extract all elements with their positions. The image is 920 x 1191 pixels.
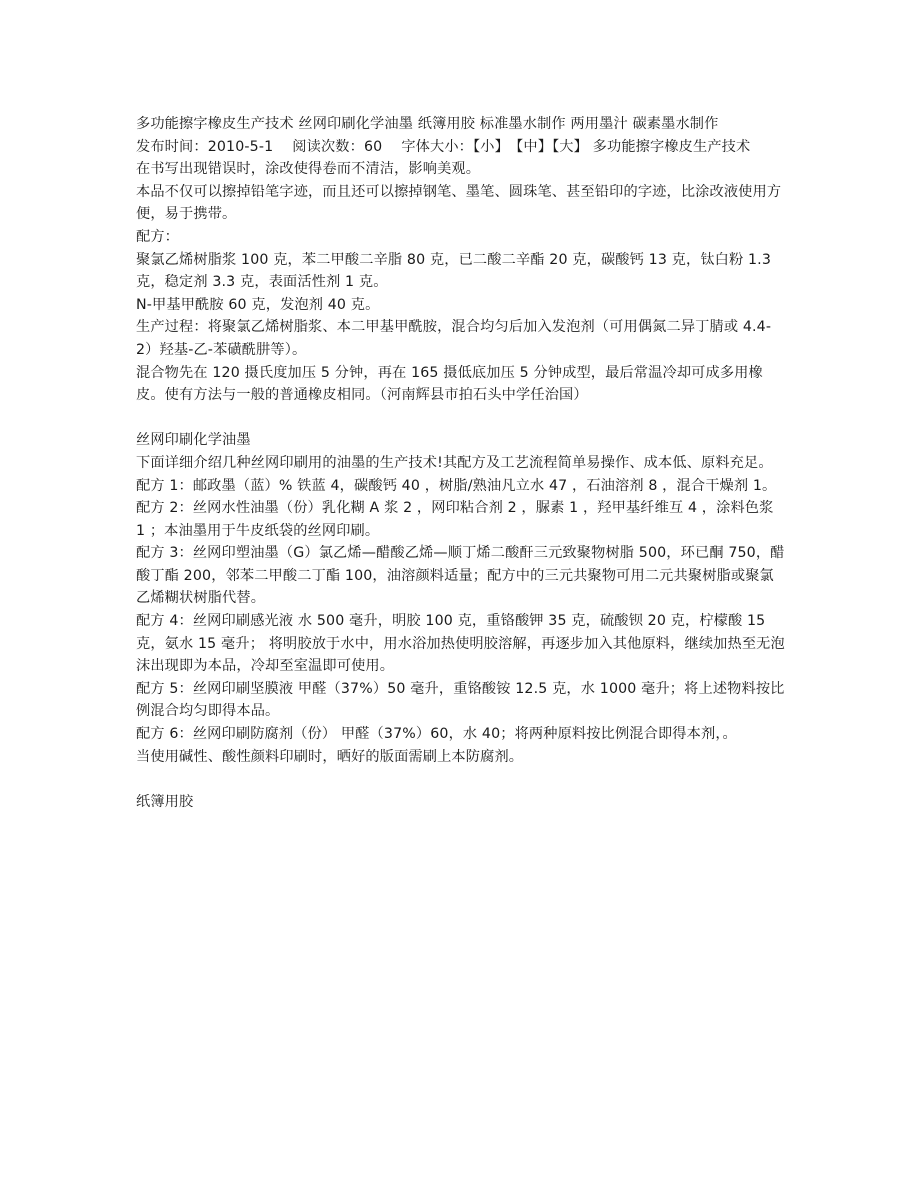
document-body: [136, 113, 786, 813]
eraser-paragraph-1: 在书写出现错误时，涂改使得卷而不清洁，影响美观。: [136, 161, 481, 178]
ink-paragraph-2: 配方 1：邮政墨（蓝）% 铁蓝 4，碳酸钙 40 ，树脂/熟油凡立水 47 ，石油溶剂 8 ，混合干燥剂 1。: [136, 477, 777, 494]
eraser-paragraph-7: 混合物先在 120 摄氏度加压 5 分钟，再在 165 摄低底加压 5 分钟成型，最后常温冷却可成多用橡皮。使有方法与一般的普通橡皮相同。（河南辉县市拍石头中学任治国）: [136, 364, 763, 404]
ink-paragraph-8: 当使用碱性、酸性颜料印刷时，晒好的版面需刷上本防腐剂。: [136, 748, 524, 765]
ink-paragraph-3: 配方 2：丝网水性油墨（份）乳化糊 A 浆 2 ，网印粘合剂 2 ，脲素 1 ，羟甲基纤维互 4 ，涂料色浆 1 ；本油墨用于牛皮纸袋的丝网印刷。: [136, 500, 774, 539]
glue-section-title: 纸簿用胶: [136, 793, 194, 810]
section-spacer: [136, 768, 786, 791]
eraser-paragraph-5: N-甲基甲酰胺 60 克，发泡剂 40 克。: [136, 296, 380, 313]
section-spacer: [136, 407, 786, 430]
document-title-line: 多功能擦字橡皮生产技术 丝网印刷化学油墨 纸簿用胶 标准墨水制作 两用墨汁 碳素墨水制作: [136, 116, 719, 132]
eraser-paragraph-4: 聚氯乙烯树脂浆 100 克，苯二甲酸二辛脂 80 克，已二酸二辛酯 20 克，碳酸钙 13 克，钛白粉 1.3 克，稳定剂 3.3 克，表面活性剂 1 克。: [136, 251, 772, 291]
ink-paragraph-1: 下面详细介绍几种丝网印刷用的油墨的生产技术!其配方及工艺流程简单易操作、成本低、原料充足。: [136, 454, 773, 471]
eraser-paragraph-2: 本品不仅可以擦掉铅笔字迹，而且还可以擦掉钢笔、墨笔、圆珠笔、甚至铅印的字迹，比涂改液使用方便，易于携带。: [136, 183, 782, 223]
eraser-paragraph-3: 配方：: [136, 228, 180, 245]
ink-paragraph-5: 配方 4：丝网印刷感光液 水 500 毫升，明胶 100 克，重铬酸钾 35 克，硫酸钡 20 克，柠檬酸 15 克，氨水 15 毫升； 将明胶放于水中，用水浴加热使明胶溶解，再逐步加入其他原料，继续加热至无泡沫出现即为本品，冷却至室温即可使用。: [136, 613, 785, 675]
ink-paragraph-7: 配方 6：丝网印刷防腐剂（份） 甲醛（37%）60，水 40；将两种原料按比例混合即得本剂，。: [136, 726, 737, 743]
ink-paragraph-6: 配方 5：丝网印刷坚膜液 甲醛（37%）50 毫升，重铬酸铵 12.5 克，水 1000 毫升；将上述物料按比例混合均匀即得本品。: [136, 680, 785, 720]
ink-section-title: 丝网印刷化学油墨: [136, 432, 251, 449]
eraser-paragraph-6: 生产过程：将聚氯乙烯树脂浆、本二甲基甲酰胺，混合均匀后加入发泡剂（可用偶氮二异丁腈或 4.4-2）羟基-乙-苯磺酰肼等）。: [136, 319, 772, 358]
document-meta-line: 发布时间：2010-5-1 阅读次数：60 字体大小：【小】 【中】【大】 多功能擦字橡皮生产技术: [136, 138, 751, 155]
ink-paragraph-4: 配方 3：丝网印塑油墨（G）氯乙烯—醋酸乙烯—顺丁烯二酸酐三元致聚物树脂 500，环已酮 750，醋酸丁酯 200，邻苯二甲酸二丁酯 100，油溶颜料适量；配方中的三元共聚物可用二元共聚树脂或聚氯乙烯糊状树脂代替。: [136, 545, 785, 607]
